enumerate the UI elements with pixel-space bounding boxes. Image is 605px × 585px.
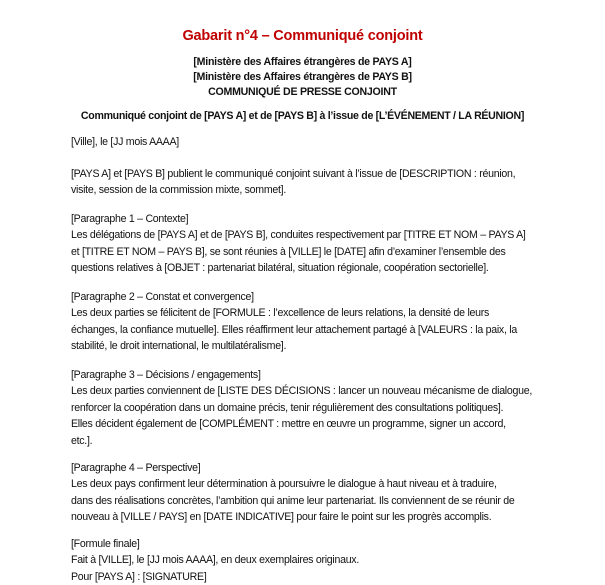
paragraph-3 xyxy=(71,367,551,449)
document-subtitle: Communiqué conjoint de [PAYS A] et de [PAYS B] à l’issue de [L’ÉVÉNEMENT / LA RÉUNION] xyxy=(80,110,525,122)
document-title: Gabarit n°4 – Communiqué conjoint xyxy=(182,28,423,44)
paragraph-line: dans des réalisations concrètes, l’ambition qui anime leur partenariat. Ils conviennent de se réunir de xyxy=(71,494,515,507)
paragraph-line: Les deux parties conviennent de [LISTE DES DÉCISIONS : lancer un nouveau mécanisme de dialogue, xyxy=(71,385,532,398)
header-ministry-b: [Ministère des Affaires étrangères de PAYS B] xyxy=(193,71,412,83)
paragraph-line: Elles décident également de [COMPLÉMENT : mettre en œuvre un programme, signer un accord, xyxy=(71,418,506,431)
signature-line: Pour [PAYS A] : [SIGNATURE] xyxy=(71,570,207,583)
paragraph-heading: [Formule finale] xyxy=(71,538,140,550)
paragraph-line: échanges, la confiance mutuelle]. Elles réaffirment leur attachement partagé à [VALEURS : la paix, la xyxy=(71,323,517,336)
paragraph-2 xyxy=(71,289,551,355)
intro-line: [PAYS A] et [PAYS B] publient le communiqué conjoint suivant à l’issue de [DESCRIPTION : réunion, xyxy=(71,168,516,180)
paragraph-line: Les deux pays confirment leur détermination à poursuivre le dialogue à haut niveau et à traduire, xyxy=(71,478,497,491)
paragraph-line: nouveau à [VILLE / PAYS] en [DATE INDICATIVE] pour faire le point sur les progrès accomplis. xyxy=(71,511,492,524)
dateline xyxy=(71,134,551,150)
paragraph-line: etc.]. xyxy=(71,434,93,447)
paragraph-4 xyxy=(71,460,551,526)
closing-line: Fait à [VILLE], le [JJ mois AAAA], en deux exemplaires originaux. xyxy=(71,554,359,567)
paragraph-line: stabilité, le droit international, le multilatéralisme]. xyxy=(71,340,287,353)
paragraph-line: Les délégations de [PAYS A] et de [PAYS B], conduites respectivement par [TITRE ET NOM – PAYS A] xyxy=(71,229,526,242)
paragraph-line: et [TITRE ET NOM – PAYS B], se sont réunies à [VILLE] le [DATE] afin d’examiner l’ensemble des xyxy=(71,245,506,258)
header-ministry-a: [Ministère des Affaires étrangères de PAYS A] xyxy=(193,56,412,68)
paragraph-line: renforcer la coopération dans un domaine précis, tenir régulièrement des consultations politiques]. xyxy=(71,401,504,414)
paragraph-heading: [Paragraphe 4 – Perspective] xyxy=(71,462,201,474)
closing-formula xyxy=(71,536,551,585)
paragraph-1 xyxy=(71,211,551,277)
paragraph-heading: [Paragraphe 3 – Décisions / engagements] xyxy=(71,369,261,381)
intro-line: visite, session de la commission mixte, sommet]. xyxy=(71,184,286,197)
paragraph-heading: [Paragraphe 1 – Contexte] xyxy=(71,213,189,225)
paragraph-line: Les deux parties se félicitent de [FORMULE : l’excellence de leurs relations, la densité de leurs xyxy=(71,307,490,320)
paragraph-line: questions relatives à [OBJET : partenariat bilatéral, situation régionale, coopération sectorielle]. xyxy=(71,262,489,275)
header-press-release: COMMUNIQUÉ DE PRESSE CONJOINT xyxy=(208,86,397,98)
paragraph-heading: [Paragraphe 2 – Constat et convergence] xyxy=(71,291,254,303)
dateline-text: [Ville], le [JJ mois AAAA] xyxy=(71,136,179,148)
intro-paragraph xyxy=(71,166,551,199)
